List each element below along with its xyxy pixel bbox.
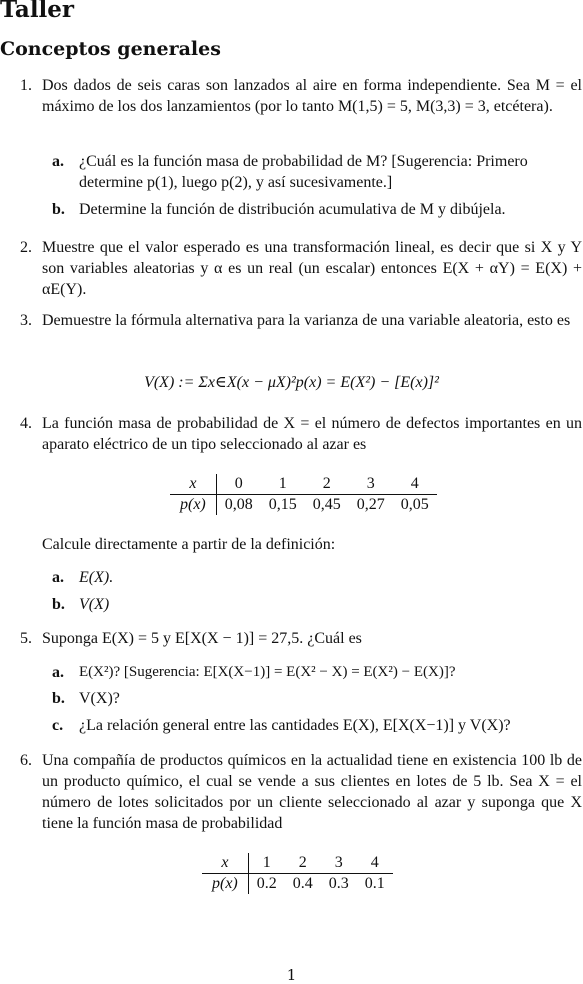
table-header-p: p(x) xyxy=(202,874,248,895)
table-cell: 2 xyxy=(305,474,349,495)
table-cell: 3 xyxy=(321,853,357,874)
pmf-table-q6 xyxy=(202,853,393,894)
subitem-label: c. xyxy=(52,717,64,734)
table-cell: 0,08 xyxy=(224,496,253,513)
table-header-x: x xyxy=(170,474,216,495)
question-text: Muestre que el valor esperado es una transformación lineal, es decir que si X y Y son variables aleatorias y α es un real (un escalar) entonces E(X + αY) = E(X) + αE(Y). xyxy=(42,239,582,298)
question-number: 4. xyxy=(20,415,32,432)
question-number: 5. xyxy=(20,630,32,647)
question-text: Demuestre la fórmula alternativa para la varianza de una variable aleatoria, esto es xyxy=(42,312,571,329)
subitem-text: ¿La relación general entre las cantidades E(X), E[X(X−1)] y V(X)? xyxy=(79,717,511,734)
subitem-label: b. xyxy=(52,201,65,218)
subitem-text: Determine la función de distribución acumulativa de M y dibújela. xyxy=(79,201,506,218)
table-cell: 1 xyxy=(248,853,285,874)
table-cell: 0,27 xyxy=(356,496,385,513)
subitem-text: V(X)? xyxy=(79,690,120,707)
table-cell: 0 xyxy=(216,474,261,495)
table-cell: 0,15 xyxy=(268,496,297,513)
question-number: 3. xyxy=(20,312,32,329)
subitem-label: a. xyxy=(52,153,64,170)
table-cell: 0,45 xyxy=(312,496,341,513)
question-text: Suponga E(X) = 5 y E[X(X − 1)] = 27,5. ¿Cuál es xyxy=(42,630,362,647)
subitem-label: b. xyxy=(52,596,65,613)
table-cell: 3 xyxy=(349,474,393,495)
variance-formula: V(X) := Σx∈X(x − μX)²p(x) = E(X²) − [E(x)]² xyxy=(144,374,439,391)
table-cell: 0.3 xyxy=(328,875,349,892)
subitem-text: E(X²)? [Sugerencia: E[X(X−1)] = E(X² − X) = E(X²) − E(X)]? xyxy=(79,664,456,680)
table-header-x: x xyxy=(202,853,248,874)
table-cell: 0,05 xyxy=(400,496,429,513)
pmf-table-q4 xyxy=(170,474,437,515)
subitem-label: b. xyxy=(52,690,65,707)
table-cell: 0.2 xyxy=(256,875,277,892)
subitem-text: E(X). xyxy=(79,569,114,586)
question-number: 1. xyxy=(20,77,32,94)
table-cell: 0.1 xyxy=(364,875,385,892)
page-number: 1 xyxy=(286,966,297,984)
question-number: 6. xyxy=(20,752,32,769)
table-cell: 1 xyxy=(261,474,305,495)
document-title: Taller xyxy=(0,0,75,23)
table-cell: 0.4 xyxy=(292,875,313,892)
question-text: Una compañía de productos químicos en la actualidad tiene en existencia 100 lb de un producto químico, el cual se vende a sus clientes en lotes de 5 lb. Sea X = el número de lotes solicitados por un cliente seleccionado al azar y suponga que X tiene la función masa de probabilidad xyxy=(42,752,582,832)
question-number: 2. xyxy=(20,239,32,256)
subitem-label: a. xyxy=(52,664,64,681)
table-header-p: p(x) xyxy=(170,495,216,516)
section-heading: Conceptos generales xyxy=(0,38,221,60)
subitem-text: ¿Cuál es la función masa de probabilidad de M? [Sugerencia: Primero determine p(1), luego p(2), y así sucesivamente.] xyxy=(79,153,528,191)
question-text: Dos dados de seis caras son lanzados al aire en forma independiente. Sea M = el máximo de los dos lanzamientos (por lo tanto M(1,5) = 5, M(3,3) = 3, etcétera). xyxy=(42,77,582,115)
subitem-text: V(X) xyxy=(79,596,110,613)
table-cell: 2 xyxy=(285,853,321,874)
intro-text: Calcule directamente a partir de la definición: xyxy=(42,536,336,553)
subitem-label: a. xyxy=(52,569,64,586)
table-cell: 4 xyxy=(357,853,393,874)
question-text: La función masa de probabilidad de X = el número de defectos importantes en un aparato eléctrico de un tipo seleccionado al azar es xyxy=(42,415,582,453)
table-cell: 4 xyxy=(393,474,437,495)
